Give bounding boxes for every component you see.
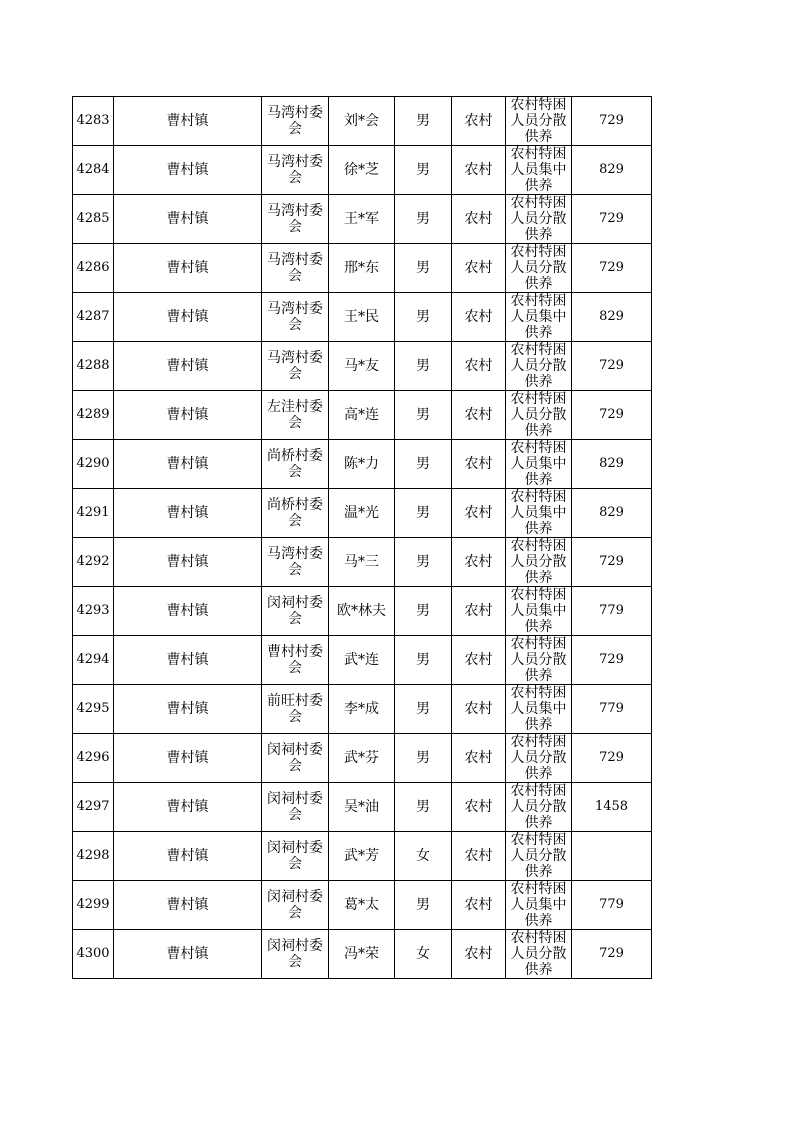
name-cell: 马*友 (329, 342, 395, 391)
gender-cell: 女 (395, 832, 452, 881)
village-cell (262, 244, 329, 293)
area-type-cell: 农村 (452, 538, 506, 587)
village-cell-text: 闵祠村委会 (267, 595, 323, 627)
village-cell (262, 734, 329, 783)
table-row (73, 587, 652, 636)
area-type-cell: 农村 (452, 930, 506, 979)
category-cell (506, 293, 572, 342)
gender-cell: 男 (395, 489, 452, 538)
category-cell (506, 636, 572, 685)
category-cell-text: 农村特困人员集中供养 (510, 587, 567, 635)
gender-cell: 男 (395, 538, 452, 587)
records-table (72, 96, 652, 979)
area-type-cell: 农村 (452, 489, 506, 538)
gender-cell: 男 (395, 587, 452, 636)
amount-cell: 729 (572, 97, 652, 146)
table-row (73, 538, 652, 587)
town-cell: 曹村镇 (114, 391, 262, 440)
village-cell (262, 538, 329, 587)
village-cell (262, 489, 329, 538)
category-cell-text: 农村特困人员分散供养 (510, 244, 567, 292)
table-row (73, 685, 652, 734)
category-cell-text: 农村特困人员集中供养 (510, 293, 567, 341)
category-cell-text: 农村特困人员分散供养 (510, 391, 567, 439)
village-cell (262, 146, 329, 195)
table-row (73, 783, 652, 832)
amount-cell: 779 (572, 685, 652, 734)
table-row (73, 244, 652, 293)
village-cell-text: 马湾村委会 (267, 154, 323, 186)
village-cell (262, 587, 329, 636)
village-cell-text: 前旺村委会 (267, 693, 323, 725)
category-cell (506, 881, 572, 930)
amount-cell: 729 (572, 636, 652, 685)
row-number-cell: 4283 (73, 97, 114, 146)
village-cell-text: 马湾村委会 (267, 203, 323, 235)
amount-cell: 829 (572, 146, 652, 195)
area-type-cell: 农村 (452, 783, 506, 832)
table-row (73, 391, 652, 440)
category-cell-text: 农村特困人员分散供养 (510, 832, 567, 880)
gender-cell: 男 (395, 783, 452, 832)
name-cell: 邢*东 (329, 244, 395, 293)
name-cell: 王*民 (329, 293, 395, 342)
village-cell (262, 342, 329, 391)
table-row (73, 930, 652, 979)
row-number-cell: 4286 (73, 244, 114, 293)
category-cell (506, 440, 572, 489)
amount-cell: 1458 (572, 783, 652, 832)
amount-cell: 779 (572, 881, 652, 930)
amount-cell: 829 (572, 440, 652, 489)
table-row (73, 440, 652, 489)
village-cell (262, 293, 329, 342)
row-number-cell: 4295 (73, 685, 114, 734)
name-cell: 吴*油 (329, 783, 395, 832)
village-cell-text: 马湾村委会 (267, 301, 323, 333)
area-type-cell: 农村 (452, 636, 506, 685)
name-cell: 武*芳 (329, 832, 395, 881)
village-cell-text: 尚桥村委会 (267, 497, 323, 529)
amount-cell: 729 (572, 195, 652, 244)
village-cell-text: 闵祠村委会 (267, 938, 323, 970)
category-cell-text: 农村特困人员集中供养 (510, 440, 567, 488)
town-cell: 曹村镇 (114, 783, 262, 832)
gender-cell: 男 (395, 342, 452, 391)
village-cell (262, 195, 329, 244)
village-cell-text: 马湾村委会 (267, 252, 323, 284)
name-cell: 冯*荣 (329, 930, 395, 979)
town-cell: 曹村镇 (114, 293, 262, 342)
gender-cell: 男 (395, 391, 452, 440)
area-type-cell: 农村 (452, 97, 506, 146)
area-type-cell: 农村 (452, 293, 506, 342)
amount-cell: 729 (572, 244, 652, 293)
town-cell: 曹村镇 (114, 440, 262, 489)
table-row (73, 342, 652, 391)
amount-cell: 729 (572, 391, 652, 440)
town-cell: 曹村镇 (114, 146, 262, 195)
gender-cell: 男 (395, 244, 452, 293)
category-cell (506, 97, 572, 146)
village-cell (262, 391, 329, 440)
table-row (73, 734, 652, 783)
area-type-cell: 农村 (452, 195, 506, 244)
category-cell-text: 农村特困人员分散供养 (510, 734, 567, 782)
category-cell (506, 832, 572, 881)
category-cell-text: 农村特困人员分散供养 (510, 342, 567, 390)
table-row (73, 195, 652, 244)
area-type-cell: 农村 (452, 391, 506, 440)
village-cell (262, 930, 329, 979)
category-cell (506, 342, 572, 391)
category-cell-text: 农村特困人员分散供养 (510, 97, 567, 145)
table-row (73, 489, 652, 538)
town-cell: 曹村镇 (114, 832, 262, 881)
amount-cell: 829 (572, 489, 652, 538)
row-number-cell: 4291 (73, 489, 114, 538)
name-cell: 徐*芝 (329, 146, 395, 195)
table-row (73, 832, 652, 881)
table-row (73, 636, 652, 685)
town-cell: 曹村镇 (114, 930, 262, 979)
town-cell: 曹村镇 (114, 342, 262, 391)
village-cell-text: 尚桥村委会 (267, 448, 323, 480)
gender-cell: 男 (395, 881, 452, 930)
row-number-cell: 4289 (73, 391, 114, 440)
row-number-cell: 4296 (73, 734, 114, 783)
row-number-cell: 4299 (73, 881, 114, 930)
amount-cell: 729 (572, 342, 652, 391)
village-cell (262, 832, 329, 881)
town-cell: 曹村镇 (114, 685, 262, 734)
gender-cell: 男 (395, 293, 452, 342)
category-cell (506, 146, 572, 195)
category-cell (506, 587, 572, 636)
area-type-cell: 农村 (452, 881, 506, 930)
area-type-cell: 农村 (452, 587, 506, 636)
category-cell-text: 农村特困人员集中供养 (510, 685, 567, 733)
village-cell (262, 440, 329, 489)
category-cell-text: 农村特困人员分散供养 (510, 783, 567, 831)
area-type-cell: 农村 (452, 244, 506, 293)
village-cell-text: 闵祠村委会 (267, 840, 323, 872)
table-row (73, 881, 652, 930)
gender-cell: 男 (395, 440, 452, 489)
table-row (73, 97, 652, 146)
village-cell-text: 闵祠村委会 (267, 742, 323, 774)
town-cell: 曹村镇 (114, 97, 262, 146)
category-cell-text: 农村特困人员集中供养 (510, 881, 567, 929)
row-number-cell: 4293 (73, 587, 114, 636)
village-cell-text: 闵祠村委会 (267, 791, 323, 823)
area-type-cell: 农村 (452, 440, 506, 489)
area-type-cell: 农村 (452, 342, 506, 391)
town-cell: 曹村镇 (114, 881, 262, 930)
records-body (73, 97, 652, 979)
row-number-cell: 4284 (73, 146, 114, 195)
name-cell: 武*芬 (329, 734, 395, 783)
category-cell (506, 685, 572, 734)
village-cell (262, 636, 329, 685)
town-cell: 曹村镇 (114, 587, 262, 636)
gender-cell: 女 (395, 930, 452, 979)
amount-cell: 779 (572, 587, 652, 636)
row-number-cell: 4298 (73, 832, 114, 881)
village-cell (262, 97, 329, 146)
name-cell: 马*三 (329, 538, 395, 587)
name-cell: 刘*会 (329, 97, 395, 146)
town-cell: 曹村镇 (114, 489, 262, 538)
row-number-cell: 4288 (73, 342, 114, 391)
gender-cell: 男 (395, 734, 452, 783)
village-cell (262, 783, 329, 832)
row-number-cell: 4297 (73, 783, 114, 832)
area-type-cell: 农村 (452, 832, 506, 881)
area-type-cell: 农村 (452, 685, 506, 734)
amount-cell: 829 (572, 293, 652, 342)
gender-cell: 男 (395, 636, 452, 685)
village-cell-text: 马湾村委会 (267, 350, 323, 382)
amount-cell: 729 (572, 538, 652, 587)
row-number-cell: 4290 (73, 440, 114, 489)
amount-cell: 729 (572, 930, 652, 979)
village-cell-text: 左洼村委会 (267, 399, 323, 431)
town-cell: 曹村镇 (114, 244, 262, 293)
category-cell (506, 538, 572, 587)
town-cell: 曹村镇 (114, 636, 262, 685)
row-number-cell: 4285 (73, 195, 114, 244)
table-row (73, 146, 652, 195)
area-type-cell: 农村 (452, 146, 506, 195)
category-cell (506, 195, 572, 244)
name-cell: 王*军 (329, 195, 395, 244)
gender-cell: 男 (395, 195, 452, 244)
name-cell: 欧*林夫 (329, 587, 395, 636)
category-cell (506, 930, 572, 979)
town-cell: 曹村镇 (114, 734, 262, 783)
row-number-cell: 4287 (73, 293, 114, 342)
name-cell: 武*连 (329, 636, 395, 685)
gender-cell: 男 (395, 146, 452, 195)
gender-cell: 男 (395, 97, 452, 146)
category-cell (506, 244, 572, 293)
village-cell-text: 闵祠村委会 (267, 889, 323, 921)
table-row (73, 293, 652, 342)
category-cell (506, 489, 572, 538)
amount-cell (572, 832, 652, 881)
category-cell-text: 农村特困人员分散供养 (510, 636, 567, 684)
category-cell (506, 734, 572, 783)
amount-cell: 729 (572, 734, 652, 783)
row-number-cell: 4292 (73, 538, 114, 587)
row-number-cell: 4300 (73, 930, 114, 979)
category-cell-text: 农村特困人员集中供养 (510, 489, 567, 537)
gender-cell: 男 (395, 685, 452, 734)
name-cell: 葛*太 (329, 881, 395, 930)
area-type-cell: 农村 (452, 734, 506, 783)
category-cell-text: 农村特困人员分散供养 (510, 538, 567, 586)
town-cell: 曹村镇 (114, 538, 262, 587)
village-cell-text: 马湾村委会 (267, 546, 323, 578)
village-cell-text: 马湾村委会 (267, 105, 323, 137)
row-number-cell: 4294 (73, 636, 114, 685)
town-cell: 曹村镇 (114, 195, 262, 244)
category-cell-text: 农村特困人员集中供养 (510, 146, 567, 194)
category-cell (506, 391, 572, 440)
village-cell (262, 881, 329, 930)
village-cell (262, 685, 329, 734)
category-cell-text: 农村特困人员分散供养 (510, 930, 567, 978)
category-cell-text: 农村特困人员分散供养 (510, 195, 567, 243)
name-cell: 李*成 (329, 685, 395, 734)
name-cell: 高*连 (329, 391, 395, 440)
name-cell: 陈*力 (329, 440, 395, 489)
category-cell (506, 783, 572, 832)
village-cell-text: 曹村村委会 (267, 644, 323, 676)
name-cell: 温*光 (329, 489, 395, 538)
